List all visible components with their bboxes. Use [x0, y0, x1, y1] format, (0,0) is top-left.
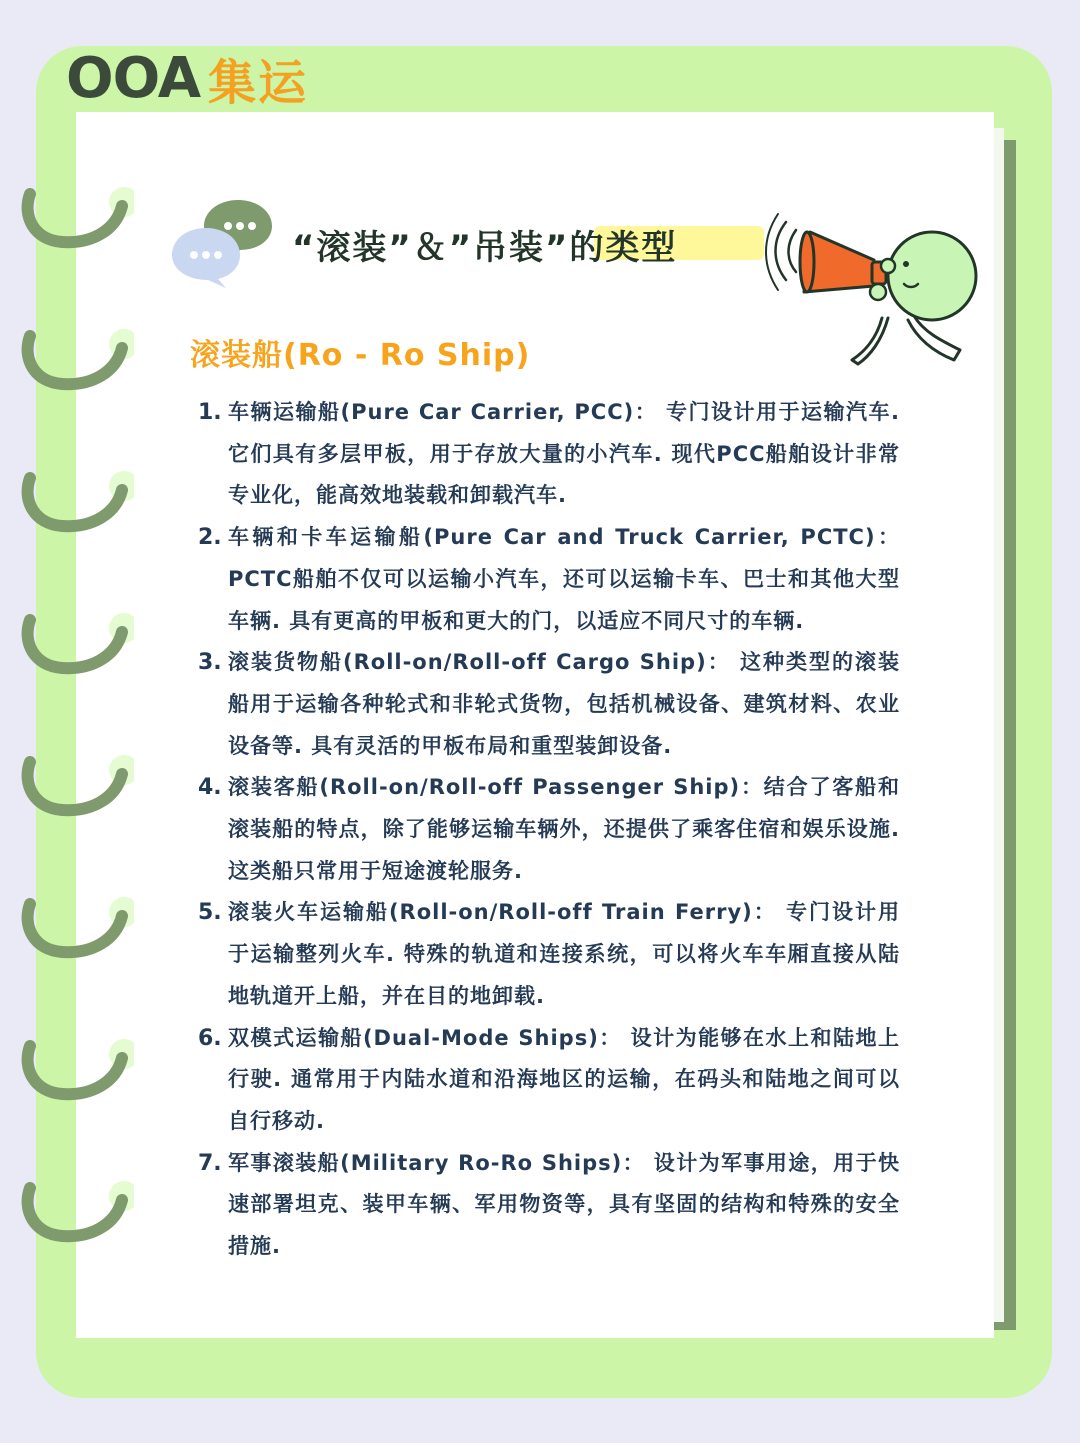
item-text: 滚装客船(Roll-on/Roll-off Passenger Ship)：结合了客船和滚装船的特点，除了能够运输车辆外，还提供了乘客住宿和娱乐设施. 这类船只常用于短途渡轮服务. — [228, 775, 900, 883]
item-text: 滚装货物船(Roll-on/Roll-off Cargo Ship)： 这种类型的滚装船用于运输各种轮式和非轮式货物，包括机械设备、建筑材料、农业设备等. 具有灵活的甲板布局和重型装卸设备. — [228, 650, 900, 758]
list-item — [198, 767, 900, 892]
binder-ring-icon — [14, 1032, 134, 1112]
page-title: “滚装”＆”吊装”的类型 — [292, 228, 678, 268]
item-number: 1. — [198, 400, 222, 425]
chat-bubble-icon — [168, 224, 246, 290]
item-number: 5. — [198, 900, 222, 926]
item-number: 3. — [198, 650, 222, 676]
item-number: 2. — [198, 525, 222, 551]
brand-logo — [66, 45, 309, 111]
list-item — [198, 892, 900, 1017]
ship-type-list — [198, 392, 900, 1268]
brand-mark: OOA — [66, 45, 201, 111]
binder-ring-icon — [14, 748, 134, 828]
binder-ring-icon — [14, 1174, 134, 1254]
item-number: 4. — [198, 775, 222, 801]
megaphone-mascot-icon — [764, 200, 980, 400]
binder-ring-icon — [14, 890, 134, 970]
item-text: 车辆和卡车运输船(Pure Car and Truck Carrier, PCTC)： PCTC船舶不仅可以运输小汽车，还可以运输卡车、巴士和其他大型车辆. 具有更高的甲板和更大的门，以适应不同尺寸的车辆. — [228, 525, 900, 633]
list-item — [198, 517, 900, 642]
item-text: 双模式运输船(Dual-Mode Ships)： 设计为能够在水上和陆地上行驶. 通常用于内陆水道和沿海地区的运输，在码头和陆地之间可以自行移动. — [228, 1025, 900, 1133]
item-text: 滚装火车运输船(Roll-on/Roll-off Train Ferry)： 专门设计用于运输整列火车. 特殊的轨道和连接系统，可以将火车车厢直接从陆地轨道开上船，并在目的地卸载. — [228, 900, 900, 1008]
item-text: 车辆运输船(Pure Car Carrier, PCC)： 专门设计用于运输汽车. 它们具有多层甲板，用于存放大量的小汽车. 现代PCC船舶设计非常专业化，能高效地装载和卸载汽车. — [228, 400, 900, 508]
binder-ring-icon — [14, 606, 134, 686]
item-number: 6. — [198, 1025, 222, 1051]
brand-name: 集运 — [208, 54, 309, 111]
binder-ring-icon — [14, 180, 134, 260]
list-item — [198, 1143, 900, 1268]
binder-ring-icon — [14, 322, 134, 402]
list-item — [198, 392, 900, 517]
item-text: 军事滚装船(Military Ro-Ro Ships)： 设计为军事用途，用于快速部署坦克、装甲车辆、军用物资等，具有坚固的结构和特殊的安全措施. — [228, 1150, 900, 1259]
section-title: 滚装船(Ro - Ro Ship) — [190, 338, 531, 373]
list-item — [198, 642, 900, 767]
binder-ring-icon — [14, 464, 134, 544]
item-number: 7. — [198, 1150, 222, 1176]
list-item — [198, 1018, 900, 1143]
